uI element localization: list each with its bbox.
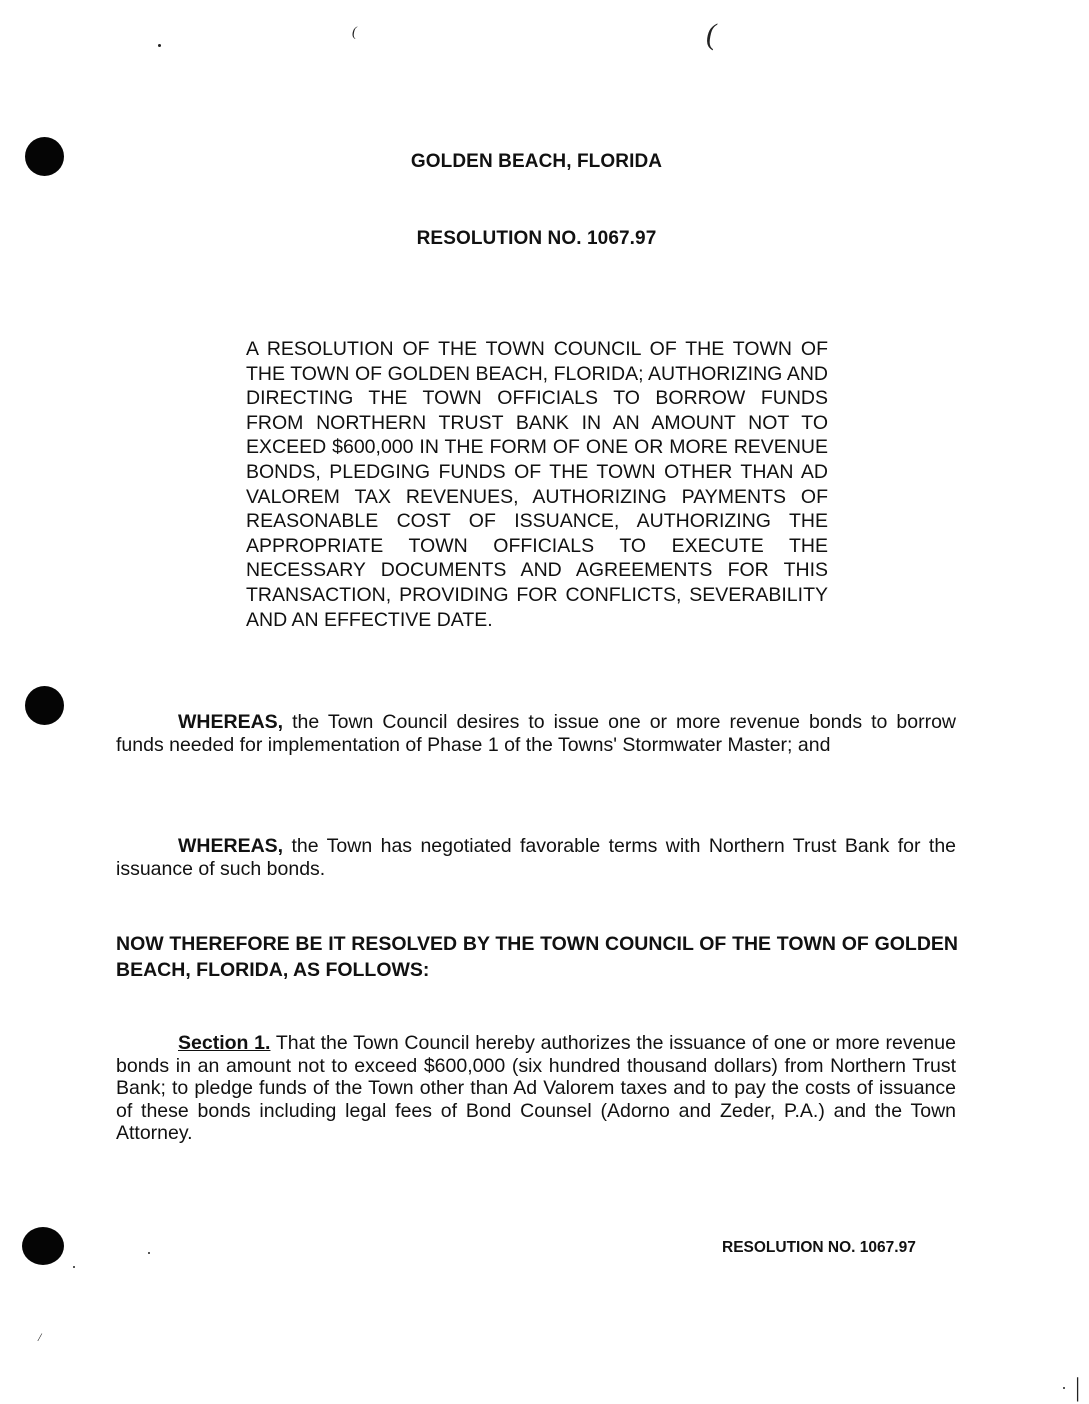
whereas-lead: WHEREAS, xyxy=(178,711,284,733)
scan-mark: | xyxy=(1075,1373,1081,1402)
whereas-paragraph-1 xyxy=(116,711,956,756)
resolved-heading: NOW THEREFORE BE IT RESOLVED BY THE TOWN COUNCIL OF THE TOWN OF GOLDEN BEACH, FLORIDA, AS FOLLOWS: xyxy=(116,933,958,981)
whereas-lead: WHEREAS, xyxy=(178,835,284,857)
section-1-label: Section 1. xyxy=(178,1032,271,1054)
whereas-text: the Town Council desires to issue one or more revenue bonds to borrow funds needed for implementation of Phase 1 of the Towns' Stormwater Master; and xyxy=(116,711,956,756)
whereas-text: the Town has negotiated favorable terms with Northern Trust Bank for the issuance of such bonds. xyxy=(116,835,957,880)
section-1-paragraph xyxy=(116,1032,956,1145)
scan-mark: ( xyxy=(352,25,357,40)
scan-speck xyxy=(1063,1387,1065,1389)
scan-speck xyxy=(73,1266,75,1268)
punch-hole-bottom xyxy=(22,1227,64,1265)
scan-speck xyxy=(158,44,161,47)
resolution-abstract: A RESOLUTION OF THE TOWN COUNCIL OF THE TOWN OF THE TOWN OF GOLDEN BEACH, FLORIDA; AUTHORIZING AND DIRECTING THE TOWN OFFICIALS TO BORROW FUNDS FROM NORTHERN TRUST BANK IN AN AMOUNT NOT TO EXCEED $600,000 IN THE FORM OF ONE OR MORE REVENUE BONDS, PLEDGING FUNDS OF THE TOWN OTHER THAN AD VALOREM TAX REVENUES, AUTHORIZING PAYMENTS OF REASONABLE COST OF ISSUANCE, AUTHORIZING THE APPROPRIATE TOWN OFFICIALS TO EXECUTE THE NECESSARY DOCUMENTS AND AGREEMENTS FOR THIS TRANSACTION, PROVIDING FOR CONFLICTS, SEVERABILITY AND AN EFFECTIVE DATE. xyxy=(246,338,828,631)
scan-speck xyxy=(148,1252,150,1254)
punch-hole-middle xyxy=(25,686,64,725)
whereas-paragraph-2 xyxy=(116,835,956,880)
footer-resolution-number: RESOLUTION NO. 1067.97 xyxy=(722,1239,916,1256)
document-place-title: GOLDEN BEACH, FLORIDA xyxy=(410,151,663,172)
resolution-number-title: RESOLUTION NO. 1067.97 xyxy=(416,228,657,249)
scan-mark: ( xyxy=(706,18,716,51)
section-1-text: That the Town Council hereby authorizes the issuance of one or more revenue bonds in an amount not to exceed $600,000 (six hundred thousand dollars) from Northern Trust Bank; to pledge funds of the Town other than Ad Valorem taxes and to pay the costs of issuance of these bonds including legal fees of Bond Counsel (Adorno and Zeder, P.A.) and the Town Attorney. xyxy=(116,1032,956,1144)
scan-mark: / xyxy=(38,1330,42,1344)
